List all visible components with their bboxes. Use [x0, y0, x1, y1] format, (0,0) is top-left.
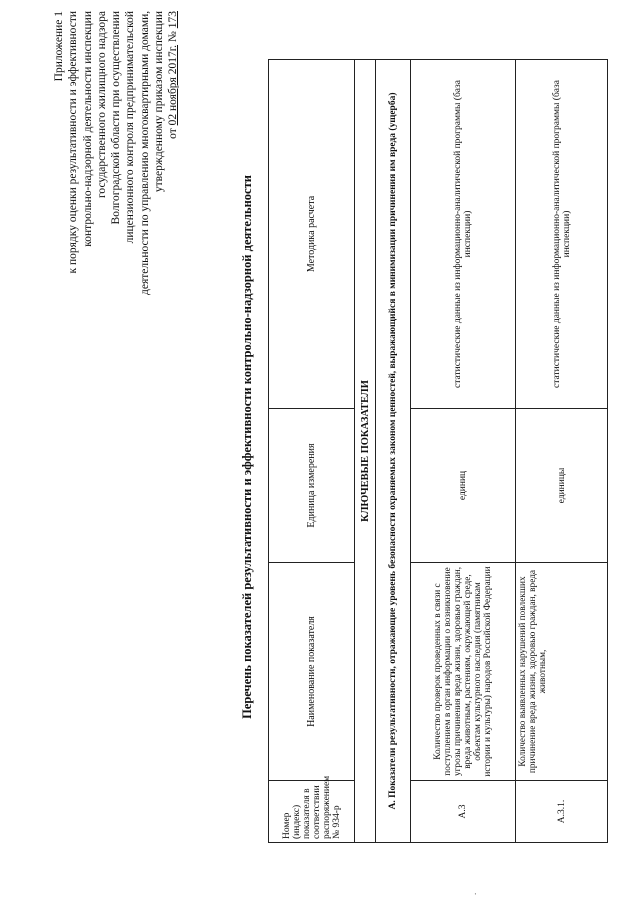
appendix-label: Приложение 1: [53, 11, 65, 82]
approval-line: контрольно-надзорной деятельности инспекции: [81, 11, 94, 247]
header-method: Методика расчета: [269, 60, 355, 409]
document-title: Перечень показателей результативности и эффективности контрольно-надзорной деятельности: [240, 175, 254, 719]
indicator-name: Количество проверок проведенных в связи с поступлением в орган информации о возникновение угрозы причинения вреда жизни, здоровью граждан, вреда животным, растениям, окружающей среде, объектам культурного наследия (памятникам истории и культуры) народов Российской Федерации: [411, 563, 516, 781]
section-row: [355, 60, 376, 843]
approval-line: деятельности по управлению многоквартирными домами,: [138, 10, 151, 295]
indicator-method: статистические данные из информационно-аналитической программы (база инспекции): [411, 60, 516, 409]
header-unit: Единица измерения: [269, 409, 355, 563]
indicator-code: А.3: [411, 781, 516, 843]
table-header-row: [269, 60, 355, 843]
indicator-code: А.3.1.: [516, 781, 608, 843]
approval-line: Волгоградской области при осуществлении: [110, 11, 123, 225]
header-indicator-name: Наименование показателя: [269, 563, 355, 781]
approval-line: государственного жилищного надзора: [95, 11, 108, 198]
indicator-unit: единиц: [411, 409, 516, 563]
indicators-table: [268, 59, 608, 843]
indicator-name: Количество выявленных нарушений повлекших причинение вреда жизни, здоровью граждан, вреда животным,: [518, 569, 548, 774]
indicator-method: статистические данные из информационно-аналитической программы (база инспекции): [516, 60, 608, 409]
group-a-heading: А. Показатели результативности, отражающие уровень безопасности охраняемых законом ценностей, выражающийся в минимизации причинения им вреда (ущерба): [376, 60, 411, 843]
approval-number-sep: №: [167, 28, 180, 45]
table-row: [411, 60, 516, 843]
section-key-indicators: КЛЮЧЕВЫЕ ПОКАЗАТЕЛИ: [355, 60, 376, 843]
approval-number: 173: [167, 11, 180, 29]
header-indicator-code: Номер (индекс) показателя в соответствии распоряжением № 934-р: [269, 781, 355, 843]
approval-line: лицензионного контроля предпринимательской: [124, 11, 137, 244]
approval-line: к порядку оценки результативности и эффективности: [67, 11, 80, 274]
approval-date-line: [166, 11, 180, 295]
indicator-name-cell: [516, 563, 608, 781]
table-row: [516, 60, 608, 843]
scan-artifact: .: [468, 892, 478, 895]
approval-block: [52, 11, 181, 295]
indicator-unit: единицы: [516, 409, 608, 563]
approval-line: утвержденному приказом инспекции: [153, 11, 166, 193]
group-row: [376, 60, 411, 843]
approval-date: 02 ноября 2017г.: [167, 44, 180, 126]
approval-date-prefix: от: [167, 125, 180, 139]
